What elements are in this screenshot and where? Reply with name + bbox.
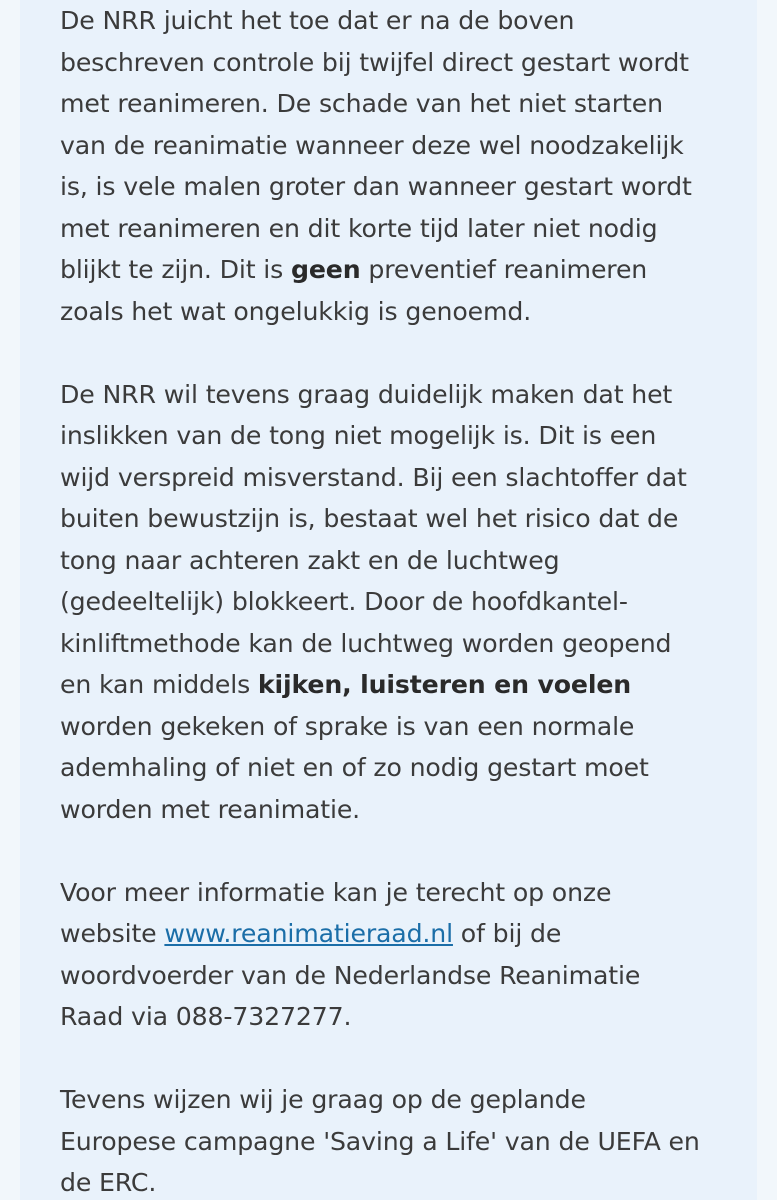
text-line <box>60 747 740 789</box>
text-segment: Europese campagne 'Saving a Life' van de UEFA en <box>60 1126 700 1156</box>
text-line <box>60 415 740 457</box>
text-line <box>60 291 740 333</box>
text-segment: Voor meer informatie kan je terecht op onze <box>60 877 612 907</box>
text-line <box>60 1121 740 1163</box>
text-segment: woordvoerder van de Nederlandse Reanimatie <box>60 960 641 990</box>
text-line <box>60 540 740 582</box>
text-line <box>60 374 740 416</box>
text-segment: worden gekeken of sprake is van een normale <box>60 711 635 741</box>
text-segment: preventief reanimeren <box>360 255 648 284</box>
text-segment: blijkt te zijn. Dit is <box>60 255 291 284</box>
text-segment: worden met reanimatie. <box>60 794 361 824</box>
text-segment: inslikken van de tong niet mogelijk is. Dit is een <box>60 421 657 450</box>
text-line <box>60 706 740 748</box>
text-line <box>60 623 740 665</box>
text-segment: buiten bewustzijn is, bestaat wel het risico dat de <box>60 504 679 533</box>
text-line <box>60 208 740 250</box>
text-line <box>60 1079 740 1121</box>
text-segment: De NRR juicht het toe dat er na de boven <box>60 6 575 35</box>
text-line <box>60 42 740 84</box>
text-line <box>60 498 740 540</box>
text-line <box>60 0 740 42</box>
text-line <box>60 83 740 125</box>
text-segment: website <box>60 919 165 948</box>
text-segment: Tevens wijzen wij je graag op de geplande <box>60 1085 586 1114</box>
text-line <box>60 457 740 499</box>
text-line <box>60 664 740 706</box>
website-link[interactable]: www.reanimatieraad.nl <box>164 919 453 948</box>
text-segment: of bij de <box>452 919 562 948</box>
text-line <box>60 996 740 1038</box>
text-line <box>60 872 740 914</box>
paragraph-gap <box>60 830 740 872</box>
bold-text: geen <box>290 255 361 284</box>
text-line <box>60 166 740 208</box>
text-line <box>60 581 740 623</box>
text-line <box>60 125 740 167</box>
text-segment: met reanimeren en dit korte tijd later niet nodig <box>60 213 658 243</box>
paragraph-gap <box>60 1038 740 1080</box>
paragraph <box>60 872 740 1038</box>
text-segment: De NRR wil tevens graag duidelijk maken dat het <box>60 379 673 409</box>
text-segment: kinliftmethode kan de luchtweg worden geopend <box>60 628 672 658</box>
text-segment: wijd verspreid misverstand. Bij een slachtoffer dat <box>60 462 687 492</box>
text-line <box>60 249 740 291</box>
article-body <box>60 0 740 1200</box>
text-segment: zoals het wat ongelukkig is genoemd. <box>60 296 532 326</box>
text-segment: en kan middels <box>60 670 258 699</box>
text-segment: (gedeeltelijk) blokkeert. Door de hoofdkantel- <box>60 587 628 616</box>
text-segment: van de reanimatie wanneer deze wel noodzakelijk <box>60 130 684 160</box>
text-segment: tong naar achteren zakt en de luchtweg <box>60 545 560 575</box>
text-segment: de ERC. <box>60 1168 157 1197</box>
paragraph <box>60 374 740 831</box>
text-segment: met reanimeren. De schade van het niet starten <box>60 89 663 118</box>
text-segment: is, is vele malen groter dan wanneer gestart wordt <box>60 172 692 201</box>
text-line <box>60 1162 740 1200</box>
text-segment: Raad via 088-7327277. <box>60 1002 352 1031</box>
paragraph <box>60 0 740 332</box>
text-line <box>60 789 740 831</box>
text-segment: beschreven controle bij twijfel direct gestart wordt <box>60 47 689 77</box>
text-line <box>60 955 740 997</box>
text-segment: ademhaling of niet en of zo nodig gestart moet <box>60 753 649 782</box>
bold-text: kijken, luisteren en voelen <box>257 670 632 699</box>
paragraph <box>60 1079 740 1200</box>
text-line <box>60 913 740 955</box>
article-page <box>20 0 757 1200</box>
paragraph-gap <box>60 332 740 374</box>
